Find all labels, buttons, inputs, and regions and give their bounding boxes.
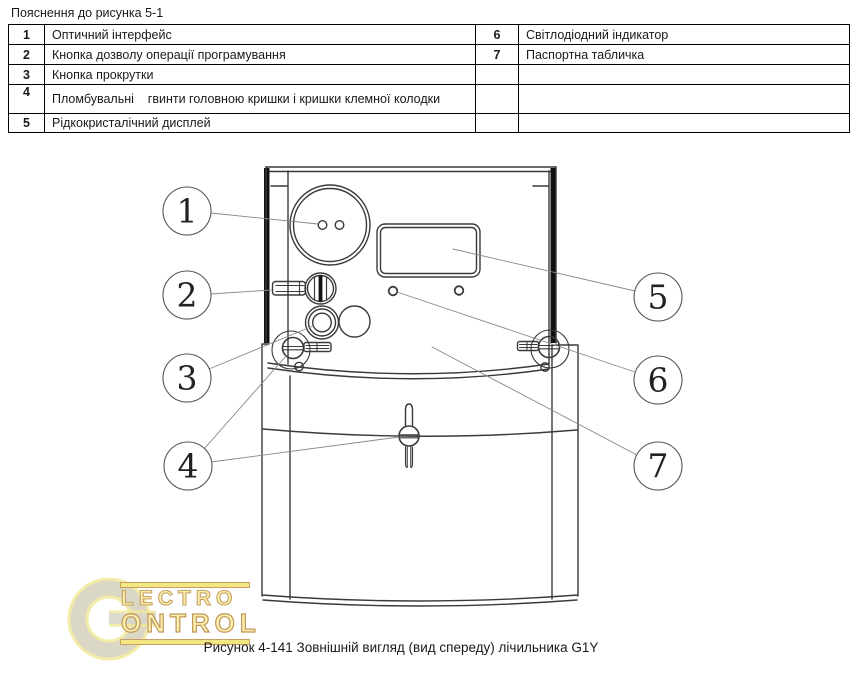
- logo-text-line1: LECTRO: [121, 587, 238, 610]
- leader-4-screw-center: [211, 437, 399, 462]
- led-indicator: [389, 287, 398, 296]
- callout-1-number: 1: [176, 191, 198, 231]
- callout-3: [163, 354, 211, 402]
- legend-num: 6: [476, 25, 519, 45]
- screw-shaft-detail: [520, 342, 538, 350]
- callout-7-number: 7: [647, 446, 669, 486]
- programming-button: [273, 273, 337, 304]
- lcd-inner: [381, 228, 477, 274]
- meter-left-flange: [264, 168, 270, 343]
- leader-2-button: [211, 290, 271, 294]
- screw-shaft: [518, 342, 539, 351]
- callout-6: [634, 356, 682, 404]
- screw-slot: [284, 347, 303, 350]
- scroll-button-outer: [306, 306, 339, 339]
- scroll-button: [306, 306, 371, 339]
- callout-1: [163, 187, 211, 235]
- legend-desc-text: Оптичний інтерфейс: [52, 27, 172, 42]
- legend-num: 4: [9, 85, 45, 114]
- lcd-display: [377, 224, 480, 277]
- page-title: Пояснення до рисунка 5-1: [11, 6, 164, 20]
- scroll-button-inner: [313, 313, 332, 332]
- screw-pin-bottom-right: [411, 447, 413, 468]
- legend-num: 1: [9, 25, 45, 45]
- callout-4-number: 4: [177, 446, 199, 486]
- lcd-outer: [377, 224, 480, 277]
- meter-top-edge: [266, 167, 556, 172]
- callout-2: [163, 271, 211, 319]
- optical-port-hole: [318, 221, 327, 230]
- lower-cover-inner-lines: [290, 345, 552, 599]
- button-stem-detail: [276, 282, 304, 295]
- optical-port-outer: [290, 185, 370, 265]
- upper-cover-seam-1: [268, 363, 549, 374]
- callout-5-number: 5: [647, 277, 669, 317]
- screw-pin-top: [406, 404, 413, 426]
- legend-desc-text: Світлодіодний індикатор: [526, 27, 669, 42]
- led-indicators: [389, 286, 464, 295]
- legend-num: 3: [9, 65, 45, 85]
- callout-2-number: 2: [176, 275, 198, 315]
- figure-caption: Рисунок 4-141 Зовнішній вигляд (вид спереду) лічильника G1Y: [203, 640, 599, 655]
- screw-head: [283, 338, 304, 359]
- meter-right-flange: [551, 168, 557, 343]
- meter-body: [262, 167, 578, 606]
- legend-desc-text: Паспортна табличка: [526, 47, 645, 62]
- callout-5: [634, 273, 682, 321]
- callout-6-number: 6: [647, 360, 669, 400]
- screw-pin-bottom-left: [406, 447, 408, 468]
- face-right-inner-line: [533, 171, 549, 364]
- optical-interface: [290, 185, 370, 265]
- optical-port-inner: [294, 189, 367, 262]
- legend-desc-text: Кнопка прокрутки: [52, 67, 154, 82]
- callout-7: [634, 442, 682, 490]
- callout-4: [164, 442, 212, 490]
- terminal-cover-seam: [263, 429, 577, 436]
- leader-6-led: [397, 292, 635, 372]
- button-stem: [273, 282, 306, 296]
- button-slot: [319, 276, 323, 302]
- meter-bottom-edge-1: [262, 595, 578, 601]
- logo-text-line2: ONTROL: [121, 608, 261, 638]
- optical-port-hole: [335, 221, 344, 230]
- led-indicator: [455, 286, 464, 295]
- leader-7-nameplate: [432, 347, 637, 455]
- legend-desc-text: Рідкокристалічний дисплей: [52, 116, 211, 130]
- legend-num: 5: [9, 114, 45, 133]
- legend-num: 7: [476, 45, 519, 65]
- callout-balloons: [163, 187, 682, 490]
- callout-3-number: 3: [176, 358, 198, 398]
- aux-button: [339, 306, 370, 337]
- lower-cover-sides: [262, 344, 578, 596]
- legend-desc-text: Кнопка дозволу операції програмування: [52, 47, 286, 62]
- legend-num: 2: [9, 45, 45, 65]
- legend-desc-text: Пломбувальні гвинти головною кришки і кришки клемної колодки: [52, 92, 441, 106]
- leader-4-screw-left: [204, 356, 286, 449]
